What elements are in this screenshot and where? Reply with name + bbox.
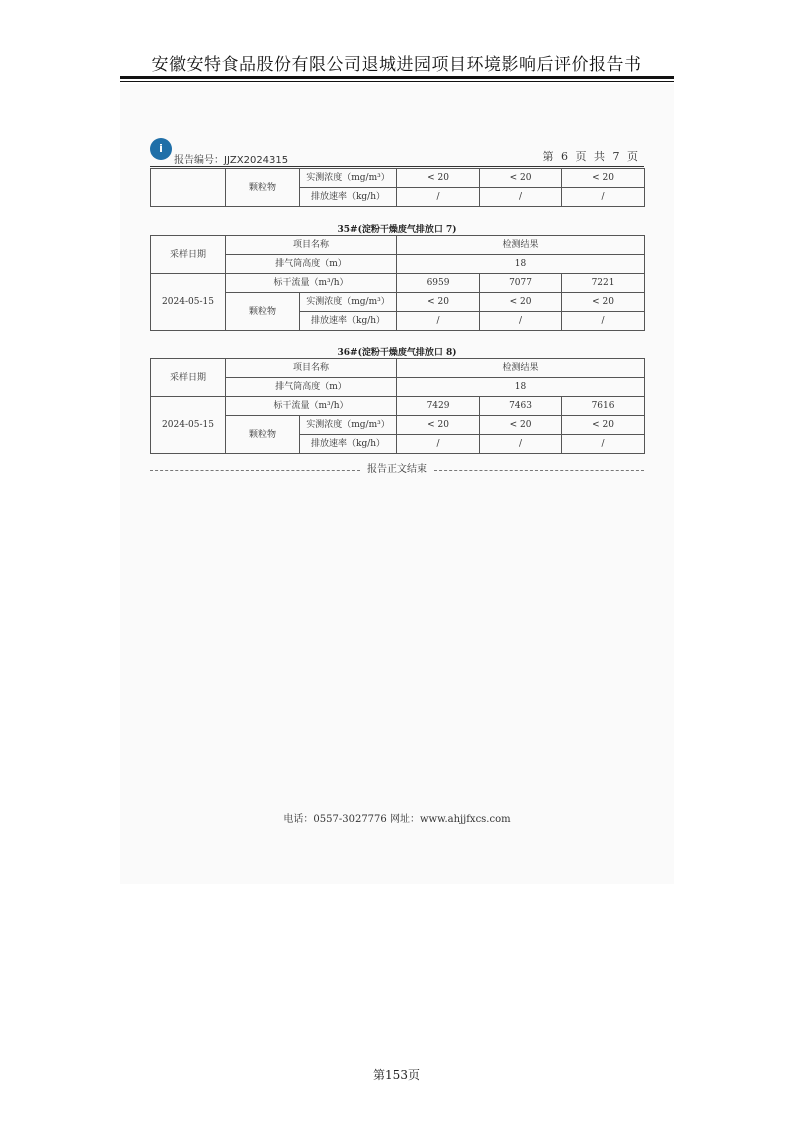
param-label: 颗粒物 (226, 293, 300, 331)
result-cell: < 20 (562, 293, 645, 312)
lab-logo-icon: i (150, 138, 172, 160)
result-cell: / (480, 188, 562, 207)
empty-date-cell (151, 169, 226, 207)
stack-height-value: 18 (397, 378, 645, 397)
col-header-item: 项目名称 (226, 236, 397, 255)
result-cell: < 20 (397, 416, 480, 435)
table-row (151, 397, 645, 416)
end-label-text: 报告正文结束 (367, 464, 427, 475)
result-cell: / (397, 435, 480, 454)
result-cell: < 20 (562, 416, 645, 435)
table-row (151, 236, 645, 255)
result-cell: < 20 (480, 169, 562, 188)
result-cell: 7616 (562, 397, 645, 416)
emission-table-35 (150, 235, 645, 331)
scanned-report-page (120, 84, 674, 884)
result-cell: < 20 (480, 293, 562, 312)
stack-height-value: 18 (397, 255, 645, 274)
col-header-result: 检测结果 (397, 359, 645, 378)
col-header-date: 采样日期 (151, 236, 226, 274)
result-cell: < 20 (397, 293, 480, 312)
item-label: 实测浓度（mg/m³） (300, 293, 397, 312)
continued-table (150, 168, 645, 207)
page-of-total: 第 6 页 共 7 页 (542, 150, 640, 163)
result-cell: < 20 (562, 169, 645, 188)
result-cell: / (397, 312, 480, 331)
table-row (151, 255, 645, 274)
flow-label: 标干流量（m³/h） (226, 397, 397, 416)
table-row (151, 359, 645, 378)
stack-height-label: 排气筒高度（m） (226, 255, 397, 274)
result-cell: / (562, 312, 645, 331)
report-number: 报告编号：JJZX2024315 (174, 155, 289, 166)
col-header-item: 项目名称 (226, 359, 397, 378)
result-cell: / (397, 188, 480, 207)
col-header-date: 采样日期 (151, 359, 226, 397)
result-cell: < 20 (397, 169, 480, 188)
item-label: 排放速率（kg/h） (300, 188, 397, 207)
param-label: 颗粒物 (226, 416, 300, 454)
stack-height-label: 排气筒高度（m） (226, 378, 397, 397)
result-cell: 7429 (397, 397, 480, 416)
contact-info: 电话：0557-3027776 网址：www.ahjjfxcs.com (283, 814, 511, 825)
result-cell: / (562, 435, 645, 454)
result-cell: 6959 (397, 274, 480, 293)
report-top-rule (150, 166, 644, 167)
item-label: 排放速率（kg/h） (300, 435, 397, 454)
param-label: 颗粒物 (226, 169, 300, 207)
emission-table-36 (150, 358, 645, 454)
result-cell: / (480, 435, 562, 454)
header-rule-thick (120, 76, 674, 79)
result-cell: 7463 (480, 397, 562, 416)
col-header-result: 检测结果 (397, 236, 645, 255)
end-label (150, 464, 644, 476)
report-end-marker (150, 464, 644, 476)
table-title: 36#(淀粉干燥废气排放口 8) (337, 348, 457, 358)
table-row (151, 169, 645, 188)
table-title: 35#(淀粉干燥废气排放口 7) (337, 225, 457, 235)
item-label: 实测浓度（mg/m³） (300, 169, 397, 188)
flow-label: 标干流量（m³/h） (226, 274, 397, 293)
sample-date: 2024-05-15 (151, 397, 226, 454)
page-number: 第153页 (373, 1068, 420, 1082)
result-cell: 7221 (562, 274, 645, 293)
item-label: 排放速率（kg/h） (300, 312, 397, 331)
table-row (151, 274, 645, 293)
table-row (151, 416, 645, 435)
result-cell: < 20 (480, 416, 562, 435)
header-rule-thin (120, 81, 674, 82)
document-header: 安徽安特食品股份有限公司退城进园项目环境影响后评价报告书 (151, 55, 642, 75)
sample-date: 2024-05-15 (151, 274, 226, 331)
result-cell: / (562, 188, 645, 207)
result-cell: / (480, 312, 562, 331)
table-row (151, 378, 645, 397)
item-label: 实测浓度（mg/m³） (300, 416, 397, 435)
result-cell: 7077 (480, 274, 562, 293)
table-row (151, 293, 645, 312)
